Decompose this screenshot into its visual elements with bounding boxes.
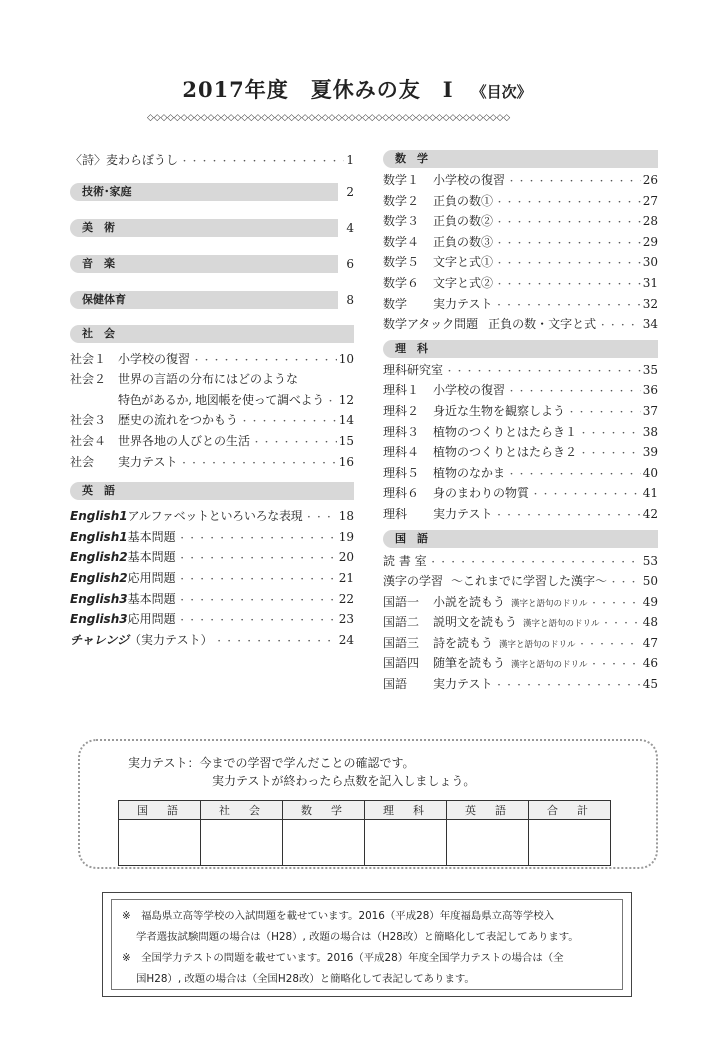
leader-dots [590, 594, 641, 615]
entry-code: 漢字の学習 [383, 574, 444, 589]
score-table [118, 800, 611, 866]
toc-entry[interactable] [70, 369, 354, 390]
entry-title: 世界の言語の分布にはどのような [118, 372, 299, 387]
entry-code: 社会１ [70, 351, 107, 366]
entry-code: 数学５ [383, 255, 420, 270]
entry-code: English1 [70, 509, 128, 524]
toc-entry[interactable] [70, 452, 354, 473]
leader-dots [590, 655, 641, 676]
toc-entry[interactable] [383, 401, 658, 422]
notice-line: 国H28）, 改題の場合は（全国H28改）と簡略化して表記してあります。 [136, 973, 475, 985]
entry-title: 実力テスト [433, 506, 493, 521]
page-title [0, 74, 714, 104]
leader-dots [598, 316, 641, 337]
toc-entry[interactable] [383, 463, 658, 484]
leader-dots [495, 213, 641, 234]
entry-title: 正負の数① [433, 193, 494, 208]
entry-title: 小学校の復習 [433, 173, 506, 187]
toc-entry[interactable] [383, 633, 658, 654]
title-subtitle: 《目次》 [471, 83, 532, 101]
entry-title: 基本問題 [127, 529, 176, 544]
entry-page: 32 [642, 296, 658, 311]
entry-code: English3 [70, 612, 128, 627]
entry-code: 理科２ [383, 403, 420, 418]
category-bar-rika: 理 科 [383, 340, 658, 358]
leader-dots [495, 296, 641, 317]
score-table-header [119, 801, 611, 820]
entry-page: 35 [642, 362, 658, 377]
category-bar-gijutsu: 技術･家庭 [70, 183, 338, 201]
entry-code: 数学 [383, 296, 408, 311]
entry-title: （実力テスト） [129, 632, 213, 647]
toc-entry[interactable] [383, 442, 658, 463]
entry-page: 38 [642, 424, 658, 439]
entry-page: 41 [642, 486, 658, 501]
entry-page: 19 [338, 529, 354, 544]
entry-title: 詩を読もう [433, 635, 494, 650]
entry-page: 21 [338, 570, 354, 585]
entry-code: 読 書 室 [383, 553, 427, 568]
leader-dots [495, 193, 641, 214]
score-note-line2: 実力テストが終わったら点数を記入しましょう。 [212, 774, 476, 788]
entry-title: 特色があるか, 地図帳を使って調べよう [118, 392, 324, 407]
category-bar-kokugo: 国 語 [383, 530, 658, 548]
leader-dots [178, 570, 337, 591]
toc-entry[interactable] [70, 609, 354, 630]
entry-code: English1 [70, 529, 128, 544]
leader-dots [252, 433, 337, 454]
toc-entry[interactable] [383, 571, 658, 592]
entry-code: English2 [70, 550, 128, 565]
leader-dots [304, 508, 336, 529]
score-cell-eigo[interactable] [447, 820, 529, 866]
notice-inner [111, 899, 623, 990]
entry-title: 身近な生物を観察しよう [433, 403, 566, 418]
category-bar-sugaku: 数 学 [383, 150, 658, 168]
entry-page: 22 [338, 591, 354, 606]
toc-entry[interactable] [70, 527, 354, 548]
entry-note: 漢字と語句のドリル [511, 660, 588, 671]
entry-page: 45 [642, 677, 658, 692]
toc-entry[interactable] [383, 653, 658, 674]
entry-code: English3 [70, 591, 128, 606]
toc-entry[interactable] [70, 589, 354, 610]
score-header-sugaku: 数 学 [283, 801, 365, 820]
entry-page: 15 [338, 433, 354, 448]
entry-title: 基本問題 [127, 591, 176, 606]
entry-code: 理科１ [383, 383, 420, 398]
entry-page: 24 [338, 632, 354, 647]
toc-entry[interactable] [70, 349, 354, 370]
entry-page: 6 [346, 256, 354, 271]
leader-dots [578, 635, 641, 656]
entry-title: 基本問題 [127, 550, 176, 565]
leader-dots [495, 506, 641, 527]
entry-title: 正負の数・文字と式 [488, 317, 597, 332]
toc-entry[interactable] [383, 211, 658, 232]
toc-entry[interactable] [383, 170, 658, 191]
entry-title: 植物のつくりとはたらき２ [433, 445, 578, 460]
leader-dots [429, 553, 641, 574]
entry-title: 実力テスト [118, 454, 178, 469]
toc-left-column [70, 150, 354, 650]
title-main: 2017年度 夏休みの友 Ⅰ [182, 77, 454, 102]
entry-title: 文字と式② [433, 275, 494, 290]
score-header-kokugo: 国 語 [119, 801, 201, 820]
entry-code: 数学２ [383, 193, 420, 208]
entry-page: 40 [642, 465, 658, 480]
score-cell-sugaku[interactable] [283, 820, 365, 866]
entry-page: 20 [338, 550, 354, 565]
toc-entry[interactable] [383, 483, 658, 504]
score-cell-total[interactable] [529, 820, 611, 866]
entry-page: 12 [338, 392, 354, 407]
entry-title: 植物のなかま [433, 465, 506, 480]
entry-page: 48 [642, 615, 658, 630]
toc-entry[interactable] [70, 568, 354, 589]
entry-code: 理科研究室 [383, 362, 444, 377]
toc-entry[interactable] [383, 314, 658, 335]
entry-title: アルファベットといろいろな表現 [127, 509, 303, 524]
leader-dots [192, 351, 337, 372]
entry-page: 26 [642, 173, 658, 187]
leader-dots [326, 392, 337, 413]
leader-dots [602, 614, 641, 635]
category-bar-hoken: 保健体育 [70, 291, 338, 309]
entry-code: 数学１ [383, 173, 420, 187]
leader-dots [180, 454, 337, 475]
toc-entry-gijutsu[interactable] [70, 183, 354, 201]
toc-entry[interactable] [70, 547, 354, 568]
entry-page: 14 [338, 413, 354, 428]
leader-dots [579, 424, 641, 445]
entry-title: 植物のつくりとはたらき１ [433, 424, 578, 439]
notice-line: ※ 全国学力テストの問題を載せています。2016（平成28）年度全国学力テストの場合は（全 [122, 952, 564, 964]
entry-page: 27 [642, 193, 658, 208]
leader-dots [180, 152, 344, 173]
entry-page: 16 [338, 454, 354, 469]
score-header-eigo: 英 語 [447, 801, 529, 820]
entry-title: 正負の数② [433, 214, 494, 229]
entry-code: 数学６ [383, 275, 420, 290]
entry-page: 34 [642, 317, 658, 332]
leader-dots [531, 485, 641, 506]
entry-code: 社会２ [70, 372, 107, 387]
leader-dots [495, 275, 641, 296]
leader-dots [178, 529, 337, 550]
leader-dots [178, 549, 337, 570]
diamond-divider: ◇◇◇◇◇◇◇◇◇◇◇◇◇◇◇◇◇◇◇◇◇◇◇◇◇◇◇◇◇◇◇◇◇◇◇◇◇◇◇◇◇◇◇◇◇◇◇◇◇◇◇◇◇◇ [147, 113, 510, 123]
score-header-rika: 理 科 [365, 801, 447, 820]
toc-entry[interactable] [70, 410, 354, 431]
entry-page: 37 [642, 403, 658, 418]
leader-dots [609, 573, 641, 594]
entry-page: 29 [642, 234, 658, 249]
toc-entry[interactable] [383, 504, 658, 525]
entry-page: 31 [642, 275, 658, 290]
entry-page: 1 [346, 153, 354, 167]
entry-code: English2 [70, 570, 128, 585]
toc-entry[interactable] [383, 422, 658, 443]
entry-code: 国語一 [383, 594, 420, 609]
entry-page: 8 [346, 292, 354, 307]
entry-page: 10 [338, 351, 354, 366]
leader-dots [215, 632, 337, 653]
entry-title: 説明文を読もう [433, 615, 518, 630]
toc-entry-poem[interactable] [70, 150, 354, 171]
entry-page: 49 [642, 594, 658, 609]
entry-page: 39 [642, 445, 658, 460]
entry-title: 応用問題 [127, 570, 176, 585]
entry-page: 18 [338, 509, 354, 524]
category-bar-ongaku: 音 楽 [70, 255, 338, 273]
entry-title: 応用問題 [127, 612, 176, 627]
leader-dots [507, 465, 641, 486]
score-note-line1: 実力テスト：今までの学習で学んだことの確認です。 [128, 756, 415, 770]
entry-code: 社会３ [70, 413, 107, 428]
entry-note: 漢字と語句のドリル [511, 598, 588, 609]
entry-page: 50 [642, 574, 658, 589]
score-header-total: 合 計 [529, 801, 611, 820]
toc-entry[interactable] [383, 232, 658, 253]
entry-title: 歴史の流れをつかもう [118, 413, 239, 428]
leader-dots [495, 676, 641, 697]
leader-dots [567, 403, 641, 424]
entry-page: 23 [338, 612, 354, 627]
entry-page: 47 [642, 635, 658, 650]
entry-title: 小説を読もう [433, 594, 506, 609]
toc-entry[interactable] [383, 592, 658, 613]
entry-title: 実力テスト [433, 296, 493, 311]
notice-line: ※ 福島県立高等学校の入試問題を載せています。2016（平成28）年度福島県立高等学校入 [122, 910, 554, 922]
entry-code: 理科３ [383, 424, 420, 439]
entry-page: 30 [642, 255, 658, 270]
score-cell-kokugo[interactable] [119, 820, 201, 866]
toc-entry[interactable] [383, 273, 658, 294]
entry-page: 2 [346, 184, 354, 199]
entry-page: 28 [642, 214, 658, 229]
entry-page: 53 [642, 553, 658, 568]
entry-code: 国語 [383, 677, 408, 692]
entry-page: 4 [346, 220, 354, 235]
entry-title: 実力テスト [433, 677, 493, 692]
notice-line: 学者選抜試験問題の場合は（H28）, 改題の場合は（H28改）と簡略化して表記してあります。 [136, 931, 579, 943]
leader-dots [178, 611, 337, 632]
entry-code: 社会４ [70, 433, 107, 448]
toc-entry[interactable] [70, 506, 354, 527]
entry-code: 国語四 [383, 656, 420, 671]
toc-entry[interactable] [383, 191, 658, 212]
toc-entry[interactable] [383, 252, 658, 273]
entry-title: ～これまでに学習した漢字～ [451, 574, 608, 589]
score-cell-rika[interactable] [365, 820, 447, 866]
toc-entry[interactable] [383, 612, 658, 633]
category-bar-bijutsu: 美 術 [70, 219, 338, 237]
toc-right-column [383, 150, 658, 695]
category-bar-eigo: 英 語 [70, 482, 354, 500]
category-bar-shakai: 社 会 [70, 325, 354, 343]
toc-entry[interactable] [383, 360, 658, 381]
notice-box [102, 892, 632, 997]
entry-code: 数学アタック問題 [383, 317, 479, 332]
toc-entry[interactable] [70, 630, 354, 651]
entry-title: 文字と式① [433, 255, 494, 270]
entry-note: 漢字と語句のドリル [523, 619, 600, 630]
entry-title: 小学校の復習 [118, 351, 191, 366]
entry-code: 国語二 [383, 615, 420, 630]
entry-title: 〈詩〉麦わらぼうし [70, 153, 179, 167]
toc-entry[interactable] [70, 390, 354, 411]
leader-dots [579, 444, 641, 465]
entry-code: 数学３ [383, 214, 420, 229]
leader-dots [445, 362, 641, 383]
toc-entry-bijutsu[interactable] [70, 219, 354, 237]
leader-dots [507, 172, 641, 193]
entry-code: 理科４ [383, 445, 420, 460]
entry-page: 42 [642, 506, 658, 521]
entry-code: 社会 [70, 454, 95, 469]
entry-page: 46 [642, 656, 658, 671]
toc-entry-hoken[interactable] [70, 291, 354, 309]
entry-title: 小学校の復習 [433, 383, 506, 398]
entry-note: 漢字と語句のドリル [499, 639, 576, 650]
entry-page: 36 [642, 383, 658, 398]
score-cell-shakai[interactable] [201, 820, 283, 866]
entry-code: チャレンジ [70, 632, 130, 647]
entry-title: 身のまわりの物質 [433, 486, 530, 501]
leader-dots [495, 234, 641, 255]
leader-dots [507, 382, 641, 403]
toc-entry[interactable] [383, 380, 658, 401]
leader-dots [178, 591, 337, 612]
entry-code: 理科 [383, 506, 408, 521]
entry-code: 数学４ [383, 234, 420, 249]
entry-title: 正負の数③ [433, 234, 494, 249]
toc-entry[interactable] [383, 551, 658, 572]
entry-title: 随筆を読もう [433, 656, 506, 671]
toc-entry[interactable] [383, 674, 658, 695]
leader-dots [495, 254, 641, 275]
score-header-shakai: 社 会 [201, 801, 283, 820]
toc-entry[interactable] [383, 294, 658, 315]
leader-dots [240, 412, 337, 433]
score-note [128, 754, 475, 790]
entry-code: 理科５ [383, 465, 420, 480]
score-table-row [119, 820, 611, 866]
toc-entry[interactable] [70, 431, 354, 452]
entry-title: 世界各地の人びとの生活 [118, 433, 251, 448]
toc-entry-ongaku[interactable] [70, 255, 354, 273]
entry-code: 理科６ [383, 486, 420, 501]
entry-code: 国語三 [383, 635, 420, 650]
